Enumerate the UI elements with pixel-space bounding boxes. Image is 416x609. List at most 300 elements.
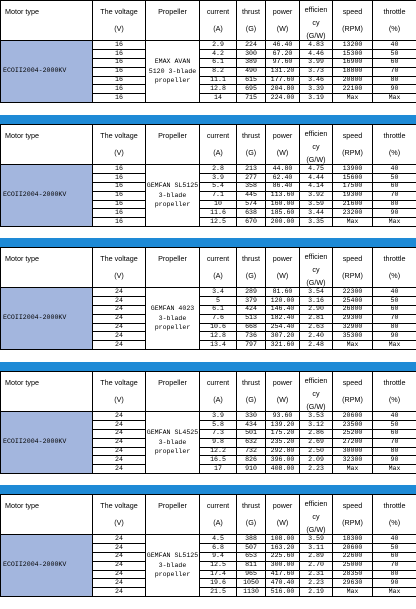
throttle-cell: 90 [373, 209, 416, 218]
throttle-cell: 80 [373, 200, 416, 209]
efficiency-header [300, 495, 333, 535]
efficiency-cell: 2.48 [300, 341, 333, 350]
efficiency-header [300, 1, 333, 41]
thrust-cell: 379 [237, 296, 266, 305]
propeller-cell: GEMFAN SL5125 3-blade propeller [146, 535, 200, 597]
throttle-header [373, 125, 416, 165]
current-cell: 10 [200, 200, 237, 209]
voltage-cell: 24 [93, 588, 146, 597]
thrust-cell: 670 [237, 218, 266, 227]
efficiency-cell: 3.39 [300, 85, 333, 94]
thrust-cell: 513 [237, 314, 266, 323]
data-row [1, 165, 416, 174]
voltage-header-text: The voltage [100, 131, 138, 140]
thrust-cell: 388 [237, 535, 266, 544]
voltage-cell: 24 [93, 570, 146, 579]
motor-type-header [1, 495, 93, 535]
power-header-text: power [272, 7, 293, 16]
power-cell: 254.40 [266, 323, 300, 332]
power-cell: 86.40 [266, 182, 300, 191]
motor-test-table [0, 0, 416, 103]
power-cell: 235.20 [266, 438, 300, 447]
voltage-cell: 16 [93, 41, 146, 50]
speed-cell: 32300 [333, 456, 373, 465]
power-cell: 146.40 [266, 305, 300, 314]
header-row [1, 248, 416, 288]
power-cell: 225.60 [266, 552, 300, 561]
power-cell: 292.80 [266, 447, 300, 456]
speed-cell: 20600 [333, 412, 373, 421]
speed-cell: 20800 [333, 76, 373, 85]
propeller-header-text: Propeller [158, 131, 187, 140]
efficiency-cell: 3.99 [300, 58, 333, 67]
motor-test-table-block [0, 247, 416, 350]
motor-test-table [0, 371, 416, 474]
current-cell: 9.8 [200, 438, 237, 447]
efficiency-header-text: (G/W) [306, 278, 326, 287]
thrust-cell: 389 [237, 58, 266, 67]
power-cell: 417.60 [266, 570, 300, 579]
thrust-header [237, 495, 266, 535]
current-cell: 12.8 [200, 85, 237, 94]
throttle-header-text: throttle [383, 378, 406, 387]
voltage-header-text: (V) [114, 518, 124, 527]
current-cell: 17.4 [200, 570, 237, 579]
thrust-header-text: thrust [242, 7, 260, 16]
current-cell: 4.5 [200, 535, 237, 544]
current-header-text: (A) [213, 518, 223, 527]
speed-cell: 19300 [333, 191, 373, 200]
throttle-cell: Max [373, 341, 416, 350]
thrust-cell: 632 [237, 438, 266, 447]
voltage-cell: 16 [93, 76, 146, 85]
efficiency-header-text: efficien [304, 499, 328, 508]
motor-test-table-block [0, 494, 416, 597]
power-header [266, 248, 300, 288]
thrust-cell: 910 [237, 465, 266, 474]
voltage-cell: 16 [93, 58, 146, 67]
throttle-cell: 50 [373, 420, 416, 429]
current-cell: 3.9 [200, 173, 237, 182]
power-cell: 139.20 [266, 420, 300, 429]
voltage-header [93, 125, 146, 165]
power-cell: 408.00 [266, 465, 300, 474]
data-row [1, 288, 416, 297]
propeller-header-text: Propeller [158, 7, 187, 16]
speed-header-text: speed [342, 378, 363, 387]
speed-cell: 29630 [333, 579, 373, 588]
power-cell: 177.60 [266, 76, 300, 85]
current-cell: 11.6 [200, 209, 237, 218]
throttle-cell: Max [373, 588, 416, 597]
voltage-cell: 16 [93, 173, 146, 182]
thrust-header [237, 372, 266, 412]
speed-header-text: (RPM) [342, 24, 363, 33]
current-header [200, 1, 237, 41]
current-cell: 6.1 [200, 305, 237, 314]
motor-test-table-block [0, 0, 416, 103]
current-cell: 3.4 [200, 288, 237, 297]
current-cell: 5 [200, 296, 237, 305]
efficiency-cell: 3.19 [300, 94, 333, 103]
thrust-cell: 736 [237, 332, 266, 341]
current-cell: 7.6 [200, 314, 237, 323]
throttle-header-text: (%) [388, 518, 401, 527]
current-cell: 7.1 [200, 191, 237, 200]
efficiency-cell: 3.59 [300, 535, 333, 544]
thrust-header [237, 248, 266, 288]
speed-cell: 35300 [333, 332, 373, 341]
throttle-cell: 70 [373, 314, 416, 323]
efficiency-cell: 4.44 [300, 173, 333, 182]
thrust-header [237, 1, 266, 41]
motor-type-cell: ECOII2004-2000KV [1, 165, 93, 227]
voltage-cell: 24 [93, 420, 146, 429]
voltage-header [93, 495, 146, 535]
voltage-header-text: The voltage [100, 501, 138, 510]
voltage-header-text: (V) [114, 395, 124, 404]
current-header-text: current [206, 378, 230, 387]
thrust-header-text: thrust [242, 501, 260, 510]
motor-type-header [1, 372, 93, 412]
speed-header-text: speed [342, 131, 363, 140]
voltage-header-text: (V) [114, 271, 124, 280]
motor-type-header-text: Motor type [5, 378, 39, 387]
throttle-header [373, 248, 416, 288]
current-header [200, 495, 237, 535]
efficiency-cell: 3.92 [300, 191, 333, 200]
current-cell: 13.4 [200, 341, 237, 350]
thrust-cell: 797 [237, 341, 266, 350]
speed-cell: 15300 [333, 49, 373, 58]
speed-header [333, 372, 373, 412]
power-header-text: (W) [276, 395, 289, 404]
voltage-cell: 24 [93, 447, 146, 456]
power-cell: 81.60 [266, 288, 300, 297]
thrust-cell: 615 [237, 76, 266, 85]
throttle-cell: 50 [373, 296, 416, 305]
efficiency-cell: 3.54 [300, 288, 333, 297]
current-cell: 8.2 [200, 67, 237, 76]
power-header-text: power [272, 254, 293, 263]
speed-header-text: (RPM) [342, 271, 363, 280]
speed-header-text: (RPM) [342, 518, 363, 527]
power-cell: 131.20 [266, 67, 300, 76]
speed-cell: 23200 [333, 209, 373, 218]
efficiency-cell: 2.90 [300, 305, 333, 314]
thrust-header-text: thrust [242, 254, 260, 263]
power-header-text: (W) [276, 148, 289, 157]
speed-cell: 16900 [333, 58, 373, 67]
throttle-header-text: (%) [388, 148, 401, 157]
throttle-cell: 60 [373, 58, 416, 67]
throttle-cell: 60 [373, 182, 416, 191]
voltage-header-text: (V) [114, 148, 124, 157]
motor-type-header [1, 125, 93, 165]
data-row [1, 535, 416, 544]
current-header-text: (A) [213, 24, 223, 33]
speed-cell: 13900 [333, 165, 373, 174]
current-header-text: current [206, 501, 230, 510]
efficiency-header [300, 248, 333, 288]
speed-cell: 25000 [333, 561, 373, 570]
efficiency-header-text: cy [312, 265, 320, 274]
voltage-cell: 16 [93, 200, 146, 209]
power-cell: 113.60 [266, 191, 300, 200]
thrust-cell: 330 [237, 412, 266, 421]
propeller-cell: GEMFAN SL5125 3-blade propeller [146, 165, 200, 227]
current-cell: 5.8 [200, 420, 237, 429]
throttle-cell: 40 [373, 41, 416, 50]
throttle-cell: 70 [373, 67, 416, 76]
power-cell: 67.20 [266, 49, 300, 58]
power-cell: 321.60 [266, 341, 300, 350]
throttle-header-text: throttle [383, 7, 406, 16]
thrust-cell: 826 [237, 456, 266, 465]
speed-cell: Max [333, 588, 373, 597]
header-row [1, 495, 416, 535]
throttle-cell: 60 [373, 305, 416, 314]
throttle-cell: 50 [373, 173, 416, 182]
voltage-cell: 16 [93, 67, 146, 76]
current-header-text: current [206, 254, 230, 263]
motor-test-table-block [0, 124, 416, 227]
speed-cell: 25200 [333, 429, 373, 438]
throttle-header [373, 495, 416, 535]
thrust-header-text: thrust [242, 131, 260, 140]
throttle-header-text: (%) [388, 395, 401, 404]
power-header-text: (W) [276, 24, 289, 33]
voltage-cell: 24 [93, 438, 146, 447]
motor-type-header-text: Motor type [5, 131, 39, 140]
power-header [266, 372, 300, 412]
voltage-cell: 24 [93, 579, 146, 588]
throttle-cell: 40 [373, 165, 416, 174]
throttle-cell: 60 [373, 429, 416, 438]
power-cell: 160.00 [266, 200, 300, 209]
efficiency-cell: 3.16 [300, 296, 333, 305]
thrust-cell: 715 [237, 94, 266, 103]
efficiency-header-text: efficien [304, 129, 328, 138]
voltage-cell: 16 [93, 191, 146, 200]
throttle-cell: 90 [373, 579, 416, 588]
data-row [1, 412, 416, 421]
speed-cell: 18300 [333, 535, 373, 544]
thrust-header-text: (G) [245, 24, 257, 33]
efficiency-cell: 3.12 [300, 420, 333, 429]
throttle-cell: 40 [373, 288, 416, 297]
efficiency-cell: 2.09 [300, 456, 333, 465]
efficiency-cell: 4.46 [300, 49, 333, 58]
speed-cell: 21600 [333, 200, 373, 209]
efficiency-cell: 3.73 [300, 67, 333, 76]
power-cell: 224.00 [266, 94, 300, 103]
voltage-cell: 16 [93, 218, 146, 227]
speed-cell: 22600 [333, 552, 373, 561]
thrust-cell: 358 [237, 182, 266, 191]
power-cell: 44.80 [266, 165, 300, 174]
propeller-header-text: Propeller [158, 254, 187, 263]
thrust-cell: 638 [237, 209, 266, 218]
speed-header [333, 1, 373, 41]
voltage-cell: 24 [93, 314, 146, 323]
power-header [266, 125, 300, 165]
motor-test-table-block [0, 371, 416, 474]
current-cell: 14 [200, 94, 237, 103]
speed-cell: Max [333, 94, 373, 103]
thrust-cell: 668 [237, 323, 266, 332]
thrust-header-text: (G) [245, 518, 257, 527]
speed-cell: 22100 [333, 85, 373, 94]
efficiency-cell: 2.81 [300, 314, 333, 323]
voltage-cell: 24 [93, 332, 146, 341]
power-header [266, 495, 300, 535]
voltage-cell: 24 [93, 288, 146, 297]
propeller-cell: EMAX AVAN 5120 3-blade propeller [146, 41, 200, 103]
power-header-text: (W) [276, 271, 289, 280]
current-cell: 11.1 [200, 76, 237, 85]
efficiency-cell: 2.69 [300, 438, 333, 447]
efficiency-header-text: (G/W) [306, 525, 326, 534]
throttle-header-text: throttle [383, 254, 406, 263]
voltage-cell: 24 [93, 543, 146, 552]
thrust-cell: 300 [237, 49, 266, 58]
thrust-cell: 1130 [237, 588, 266, 597]
throttle-cell: 90 [373, 85, 416, 94]
section-divider [0, 238, 416, 247]
current-cell: 6.1 [200, 58, 237, 67]
voltage-cell: 24 [93, 561, 146, 570]
speed-cell: 29300 [333, 314, 373, 323]
power-cell: 396.00 [266, 456, 300, 465]
section-divider [0, 362, 416, 371]
current-cell: 4.2 [200, 49, 237, 58]
voltage-header-text: The voltage [100, 378, 138, 387]
speed-cell: Max [333, 341, 373, 350]
power-cell: 300.00 [266, 561, 300, 570]
thrust-cell: 289 [237, 288, 266, 297]
power-cell: 185.60 [266, 209, 300, 218]
speed-cell: 30000 [333, 447, 373, 456]
throttle-cell: 50 [373, 49, 416, 58]
throttle-cell: 80 [373, 323, 416, 332]
voltage-cell: 24 [93, 429, 146, 438]
thrust-cell: 965 [237, 570, 266, 579]
motor-test-table [0, 494, 416, 597]
efficiency-cell: 3.46 [300, 76, 333, 85]
voltage-header-text: The voltage [100, 254, 138, 263]
data-row [1, 41, 416, 50]
voltage-header [93, 1, 146, 41]
current-cell: 12.8 [200, 332, 237, 341]
current-header-text: (A) [213, 148, 223, 157]
throttle-cell: 50 [373, 543, 416, 552]
voltage-cell: 16 [93, 49, 146, 58]
efficiency-cell: 2.63 [300, 323, 333, 332]
efficiency-header-text: (G/W) [306, 31, 326, 40]
motor-type-header-text: Motor type [5, 7, 39, 16]
speed-header-text: (RPM) [342, 395, 363, 404]
propeller-header [146, 125, 200, 165]
section-divider [0, 115, 416, 124]
thrust-cell: 445 [237, 191, 266, 200]
speed-cell: 32900 [333, 323, 373, 332]
motor-type-header [1, 1, 93, 41]
thrust-header-text: (G) [245, 148, 257, 157]
motor-type-cell: ECOII2004-2000KV [1, 288, 93, 350]
current-header [200, 372, 237, 412]
efficiency-cell: 3.53 [300, 412, 333, 421]
power-cell: 470.40 [266, 579, 300, 588]
power-cell: 182.40 [266, 314, 300, 323]
throttle-header-text: throttle [383, 501, 406, 510]
thrust-header-text: thrust [242, 378, 260, 387]
throttle-header [373, 1, 416, 41]
speed-cell: 22300 [333, 288, 373, 297]
voltage-header [93, 248, 146, 288]
current-cell: 3.9 [200, 412, 237, 421]
power-header-text: power [272, 501, 293, 510]
speed-cell: Max [333, 465, 373, 474]
efficiency-cell: 2.40 [300, 332, 333, 341]
voltage-header-text: (V) [114, 24, 124, 33]
voltage-cell: 16 [93, 85, 146, 94]
voltage-cell: 24 [93, 552, 146, 561]
speed-cell: 23500 [333, 420, 373, 429]
throttle-cell: 70 [373, 191, 416, 200]
thrust-header-text: (G) [245, 395, 257, 404]
thrust-cell: 501 [237, 429, 266, 438]
thrust-cell: 490 [237, 67, 266, 76]
thrust-cell: 811 [237, 561, 266, 570]
motor-type-cell: ECOII2004-2000KV [1, 535, 93, 597]
voltage-header [93, 372, 146, 412]
efficiency-cell: 2.50 [300, 447, 333, 456]
speed-cell: Max [333, 218, 373, 227]
efficiency-header-text: cy [312, 18, 320, 27]
current-cell: 7.3 [200, 429, 237, 438]
power-header-text: (W) [276, 518, 289, 527]
efficiency-cell: 2.23 [300, 465, 333, 474]
current-header-text: current [206, 131, 230, 140]
speed-cell: 26800 [333, 305, 373, 314]
efficiency-header-text: cy [312, 512, 320, 521]
power-cell: 93.60 [266, 412, 300, 421]
efficiency-cell: 2.86 [300, 429, 333, 438]
current-header-text: (A) [213, 395, 223, 404]
voltage-cell: 16 [93, 165, 146, 174]
power-cell: 46.40 [266, 41, 300, 50]
thrust-cell: 695 [237, 85, 266, 94]
speed-cell: 15600 [333, 173, 373, 182]
throttle-cell: Max [373, 218, 416, 227]
motor-type-cell: ECOII2004-2000KV [1, 412, 93, 474]
speed-header-text: (RPM) [342, 148, 363, 157]
speed-cell: 17500 [333, 182, 373, 191]
current-cell: 12.2 [200, 447, 237, 456]
propeller-header [146, 1, 200, 41]
thrust-cell: 1050 [237, 579, 266, 588]
thrust-cell: 732 [237, 447, 266, 456]
current-header-text: current [206, 7, 230, 16]
power-header [266, 1, 300, 41]
speed-header [333, 248, 373, 288]
power-cell: 516.00 [266, 588, 300, 597]
voltage-cell: 24 [93, 323, 146, 332]
voltage-cell: 24 [93, 456, 146, 465]
voltage-cell: 24 [93, 341, 146, 350]
current-cell: 5.4 [200, 182, 237, 191]
